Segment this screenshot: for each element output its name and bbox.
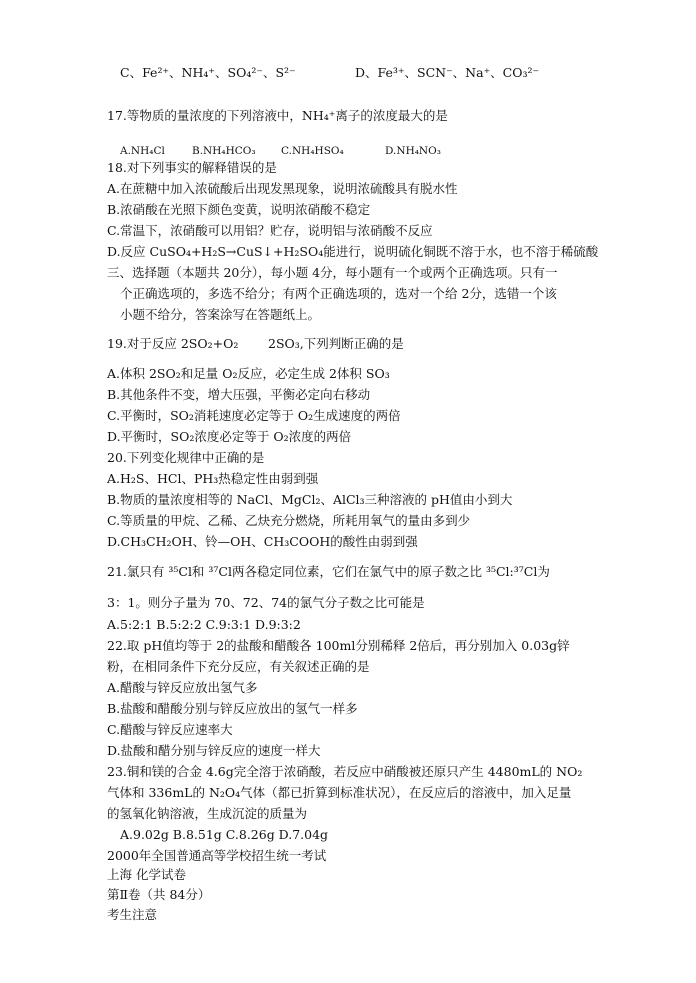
- q17-option-d: D.NH₄NO₃: [385, 145, 441, 157]
- q22-stem-2: 粉，在相同条件下充分反应，有关叙述正确的是: [107, 659, 370, 674]
- q20-option-a: A.H₂S、HCl、PH₃热稳定性由弱到强: [107, 471, 319, 486]
- q18-option-c: C.常温下，浓硝酸可以用铝？贮存，说明铝与浓硝酸不反应: [107, 223, 433, 238]
- q19-stem-part2: 2SO₃,下列判断正确的是: [268, 336, 404, 351]
- q17-option-a: A.NH₄Cl: [120, 145, 165, 157]
- q20-option-b: B.物质的量浓度相等的 NaCl、MgCl₂、AlCl₃三种溶液的 pH值由小到大: [107, 492, 513, 507]
- section-three-instructions-3: 小题不给分，答案涂写在答题纸上。: [120, 307, 321, 322]
- q22-stem-1: 22.取 pH值均等于 2的盐酸和醋酸各 100ml分别稀释 2倍后，再分别加入 0.03g锌: [107, 638, 570, 653]
- q18-stem: 18.对下列事实的解释错误的是: [107, 160, 277, 175]
- q22-option-a: A.醋酸与锌反应放出氢气多: [107, 680, 258, 695]
- q23-stem-1: 23.铜和镁的合金 4.6g完全溶于浓硝酸，若反应中硝酸被还原只产生 4480mL的 NO₂: [107, 764, 583, 779]
- q18-option-b: B.浓硝酸在光照下颜色变黄，说明浓硝酸不稳定: [107, 202, 371, 217]
- q19-stem-part1: 19.对于反应 2SO₂+O₂: [107, 336, 239, 351]
- section-three-instructions-2: 个正确选项的，多选不给分；有两个正确选项的，选对一个给 2分，选错一个该: [120, 286, 557, 301]
- q23-stem-2: 气体和 336mL的 N₂O₄气体（都已折算到标准状况），在反应后的溶液中，加入足量: [107, 785, 572, 800]
- q17-option-c: C.NH₄HSO₄: [281, 145, 344, 157]
- q19-option-b: B.其他条件不变，增大压强，平衡必定向右移动: [107, 387, 371, 402]
- q21-stem-1: 21.氯只有 ³⁵Cl和 ³⁷Cl两各稳定同位素，它们在氯气中的原子数之比 ³⁵Cl:³⁷Cl为: [107, 564, 550, 579]
- q20-option-d: D.CH₃CH₂OH、铃—OH、CH₃COOH的酸性由弱到强: [107, 534, 418, 549]
- notice-heading: 考生注意: [107, 907, 158, 922]
- q16-option-d: D、Fe³⁺、SCN⁻、Na⁺、CO₃²⁻: [355, 65, 540, 80]
- q21-options: A.5:2:1 B.5:2:2 C.9:3:1 D.9:3:2: [107, 617, 301, 632]
- q16-option-c: C、Fe²⁺、NH₄⁺、SO₄²⁻、S²⁻: [120, 65, 296, 80]
- q17-stem: 17.等物质的量浓度的下列溶液中，NH₄⁺离子的浓度最大的是: [107, 108, 448, 123]
- q18-option-a: A.在蔗糖中加入浓硫酸后出现发黑现象，说明浓硫酸具有脱水性: [107, 181, 458, 196]
- q22-option-d: D.盐酸和醋分别与锌反应的速度一样大: [107, 743, 321, 758]
- q22-option-c: C.醋酸与锌反应速率大: [107, 722, 233, 737]
- q22-option-b: B.盐酸和醋酸分别与锌反应放出的氢气一样多: [107, 701, 358, 716]
- q21-stem-2: 3：1。则分子量为 70、72、74的氯气分子数之比可能是: [107, 595, 425, 610]
- exam-title: 2000年全国普通高等学校招生统一考试: [107, 848, 327, 863]
- exam-subtitle: 上海 化学试卷: [107, 867, 186, 882]
- q23-options: A.9.02g B.8.51g C.8.26g D.7.04g: [120, 827, 329, 842]
- q20-option-c: C.等质量的甲烷、乙稀、乙炔充分燃烧，所耗用氧气的量由多到少: [107, 513, 471, 528]
- q18-option-d: D.反应 CuSO₄+H₂S→CuS↓+H₂SO₄能进行，说明硫化铜既不溶于水，也不溶于稀硫酸: [107, 244, 599, 259]
- section-three-instructions-1: 三、选择题（本题共 20分），每小题 4分，每小题有一个或两个正确选项。只有一: [107, 265, 558, 280]
- q19-option-a: A.体积 2SO₂和足量 O₂反应，必定生成 2体积 SO₃: [107, 366, 390, 381]
- q20-stem: 20.下列变化规律中正确的是: [107, 450, 265, 465]
- q19-option-d: D.平衡时，SO₂浓度必定等于 O₂浓度的两倍: [107, 429, 352, 444]
- part-two-heading: 第Ⅱ卷（共 84分）: [107, 887, 211, 902]
- q23-stem-3: 的氢氧化钠溶液，生成沉淀的质量为: [107, 806, 308, 821]
- q19-option-c: C.平衡时，SO₂消耗速度必定等于 O₂生成速度的两倍: [107, 408, 401, 423]
- q17-option-b: B.NH₄HCO₃: [192, 145, 256, 157]
